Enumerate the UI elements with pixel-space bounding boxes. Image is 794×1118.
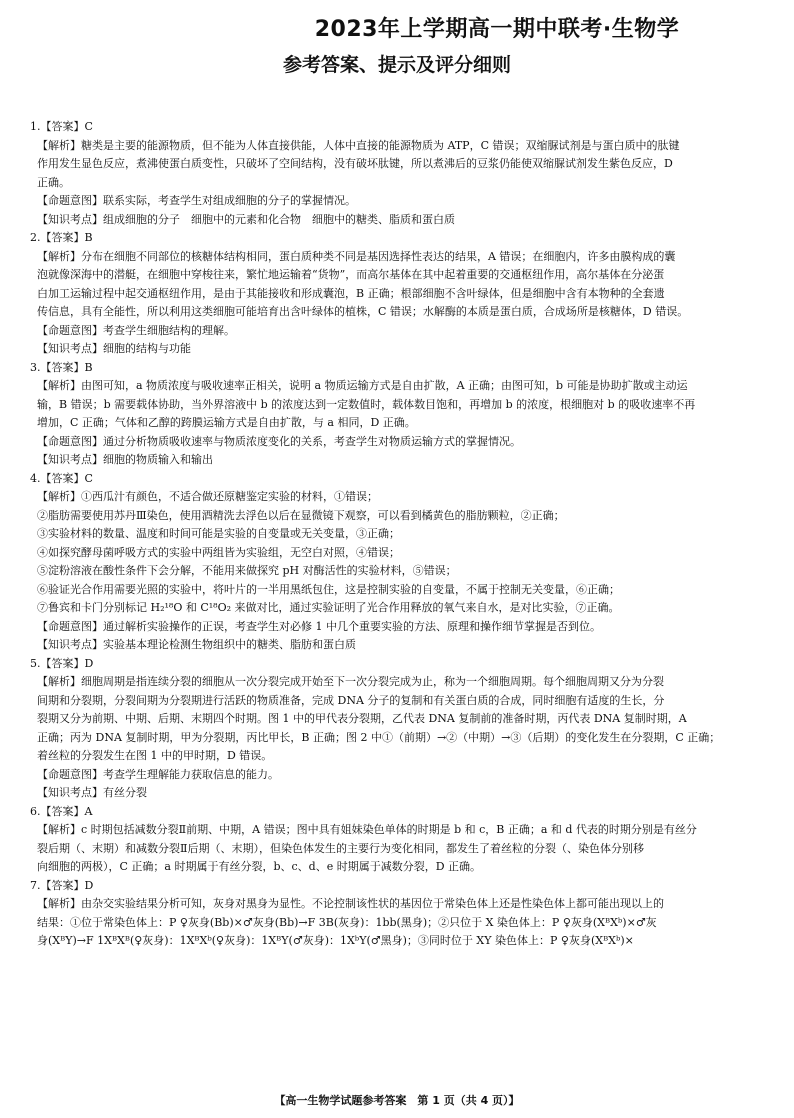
body-line: 裂后期（、末期）和减数分裂Ⅱ后期（、末期），但染色体发生的主要行为变化相同，都发生了着丝粒的分裂（、染色体分别移 — [37, 841, 644, 855]
body-line: 【命题意图】考查学生细胞结构的理解。 — [37, 323, 235, 337]
body-line: 【解析】细胞周期是指连续分裂的细胞从一次分裂完成开始至下一次分裂完成为止，称为一个细胞周期。每个细胞周期又分为分裂 — [37, 675, 664, 688]
body-line: 【命题意图】通过解析实验操作的正误，考查学生对必修 1 中几个重要实验的方法、原理和操作细节掌握是否到位。 — [37, 619, 601, 633]
page-subtitle: 参考答案、提示及评分细则 — [282, 54, 511, 76]
question-answer: 1.【答案】C — [30, 120, 93, 133]
body-line: 【命题意图】联系实际，考查学生对组成细胞的分子的掌握情况。 — [37, 194, 356, 207]
body-line: ③实验材料的数量、温度和时间可能是实验的自变量或无关变量，③正确； — [37, 527, 400, 540]
body-line: 【命题意图】考查学生理解能力获取信息的能力。 — [37, 767, 279, 781]
body-line: 白加工运输过程中起交通枢纽作用，是由于其能接收和形成囊泡，B 正确；根部细胞不含叶绿体，但是细胞中含有本物种的全套遗 — [37, 286, 665, 300]
body-line: 传信息，具有全能性，所以利用这类细胞可能培育出含叶绿体的植株，C 错误；水解酶的本质是蛋白质，合成场所是核糖体，D 错误。 — [37, 305, 689, 318]
question-answer: 7.【答案】D — [30, 878, 94, 892]
body-line: 正确；丙为 DNA 复制时期，甲为分裂期，丙比甲长，B 正确；图 2 中①（前期）→②（中期）→③（后期）的变化发生在分裂期，C 正确； — [37, 730, 721, 744]
question-answer: 5.【答案】D — [30, 656, 94, 670]
question-answer: 2.【答案】B — [30, 231, 93, 244]
body-line: 【解析】c 时期包括减数分裂Ⅱ前期、中期，A 错误；图中具有姐妹染色单体的时期是 b 和 c，B 正确；a 和 d 代表的时期分别是有丝分 — [37, 823, 697, 836]
body-line: 泡就像深海中的潜艇，在细胞中穿梭往来，繁忙地运输着“货物”，而高尔基体在其中起着重要的交通枢纽作用，高尔基体在分泌蛋 — [37, 268, 665, 281]
body-line: ⑥验证光合作用需要光照的实验中，将叶片的一半用黑纸包住，这是控制实验的自变量，不属于控制无关变量，⑥正确； — [37, 582, 620, 596]
body-line: 【解析】糖类是主要的能源物质，但不能为人体直接供能，人体中直接的能源物质为 ATP，C 错误；双缩脲试剂是与蛋白质中的肽键 — [37, 138, 680, 152]
page-footer: 【高一生物学试题参考答案 第 1 页（共 4 页）】 — [274, 1094, 520, 1107]
body-line: 【知识考点】实验基本理论检测生物组织中的糖类、脂肪和蛋白质 — [37, 638, 356, 651]
body-line: 【解析】由杂交实验结果分析可知，灰身对黑身为显性。不论控制该性状的基因位于常染色体上还是性染色体上都可能出现以上的 — [37, 897, 664, 910]
page-title: 2023年上学期高一期中联考·生物学 — [314, 17, 680, 42]
body-line: 【命题意图】通过分析物质吸收速率与物质浓度变化的关系，考查学生对物质运输方式的掌握情况。 — [37, 434, 521, 448]
body-line: 增加，C 正确；气体和乙醇的跨膜运输方式是自由扩散，与 a 相同，D 正确。 — [37, 416, 416, 429]
body-line: 结果：①位于常染色体上：P ♀灰身(Bb)×♂灰身(Bb)→F 3B(灰身)：1bb(黑身)；②只位于 X 染色体上：P ♀灰身(XᴮXᵇ)×♂灰 — [37, 915, 657, 929]
body-line: 【知识考点】组成细胞的分子 细胞中的元素和化合物 细胞中的糖类、脂质和蛋白质 — [37, 212, 455, 226]
body-line: ④如探究酵母菌呼吸方式的实验中两组皆为实验组，无空白对照，④错误； — [37, 545, 400, 559]
body-line: 裂期又分为前期、中期、后期、末期四个时期。图 1 中的甲代表分裂期，乙代表 DNA 复制前的准备时期，丙代表 DNA 复制时期，A — [37, 712, 687, 725]
body-line: 【解析】分布在细胞不同部位的核糖体结构相同，蛋白质种类不同是基因选择性表达的结果，A 错误；在细胞内，许多由膜构成的囊 — [37, 249, 676, 263]
question-answer: 3.【答案】B — [30, 360, 93, 374]
body-line: 作用发生显色反应，煮沸使蛋白质变性，只破坏了空间结构，没有破坏肽键，所以煮沸后的豆浆仍能使双缩脲试剂发生紫色反应，D — [37, 157, 673, 170]
question-answer: 4.【答案】C — [30, 471, 93, 485]
body-line: 【知识考点】有丝分裂 — [37, 786, 147, 799]
body-line: 间期和分裂期，分裂间期为分裂期进行活跃的物质准备，完成 DNA 分子的复制和有关蛋白质的合成，同时细胞有适度的生长，分 — [37, 693, 665, 707]
body-line: 输，B 错误；b 需要载体协助，当外界溶液中 b 的浓度达到一定数值时，载体数目饱和，再增加 b 的浓度，根细胞对 b 的吸收速率不再 — [37, 397, 696, 411]
body-line: 向细胞的两极），C 正确；a 时期属于有丝分裂，b、c、d、e 时期属于减数分裂，D 正确。 — [37, 860, 482, 873]
body-line: ②脂肪需要使用苏丹Ⅲ染色，使用酒精洗去浮色以后在显微镜下观察，可以看到橘黄色的脂肪颗粒，②正确； — [37, 508, 565, 522]
body-line: 身(XᴮY)→F 1XᴮXᴮ(♀灰身)：1XᴮXᵇ(♀灰身)：1XᴮY(♂灰身)：1XᵇY(♂黑身)；③同时位于 XY 染色体上：P ♀灰身(XᴮXᵇ)× — [37, 934, 634, 947]
question-answer: 6.【答案】A — [30, 804, 93, 818]
body-line: 【解析】由图可知，a 物质浓度与吸收速率正相关，说明 a 物质运输方式是自由扩散，A 正确；由图可知，b 可能是协助扩散或主动运 — [37, 379, 688, 392]
body-line: 着丝粒的分裂发生在图 1 中的甲时期，D 错误。 — [37, 749, 273, 762]
body-line: 【知识考点】细胞的物质输入和输出 — [37, 453, 213, 466]
body-line: 正确。 — [37, 175, 70, 189]
body-line: ⑦鲁宾和卡门分别标记 H₂¹⁸O 和 C¹⁸O₂ 来做对比，通过实验证明了光合作用释放的氧气来自水，是对比实验，⑦正确。 — [37, 601, 620, 614]
body-line: 【知识考点】细胞的结构与功能 — [37, 342, 191, 355]
body-line: 【解析】①西瓜汁有颜色，不适合做还原糖鉴定实验的材料，①错误； — [37, 490, 378, 503]
body-line: ⑤淀粉溶液在酸性条件下会分解，不能用来做探究 pH 对酶活性的实验材料，⑤错误； — [37, 564, 457, 577]
answer-body — [30, 118, 770, 951]
